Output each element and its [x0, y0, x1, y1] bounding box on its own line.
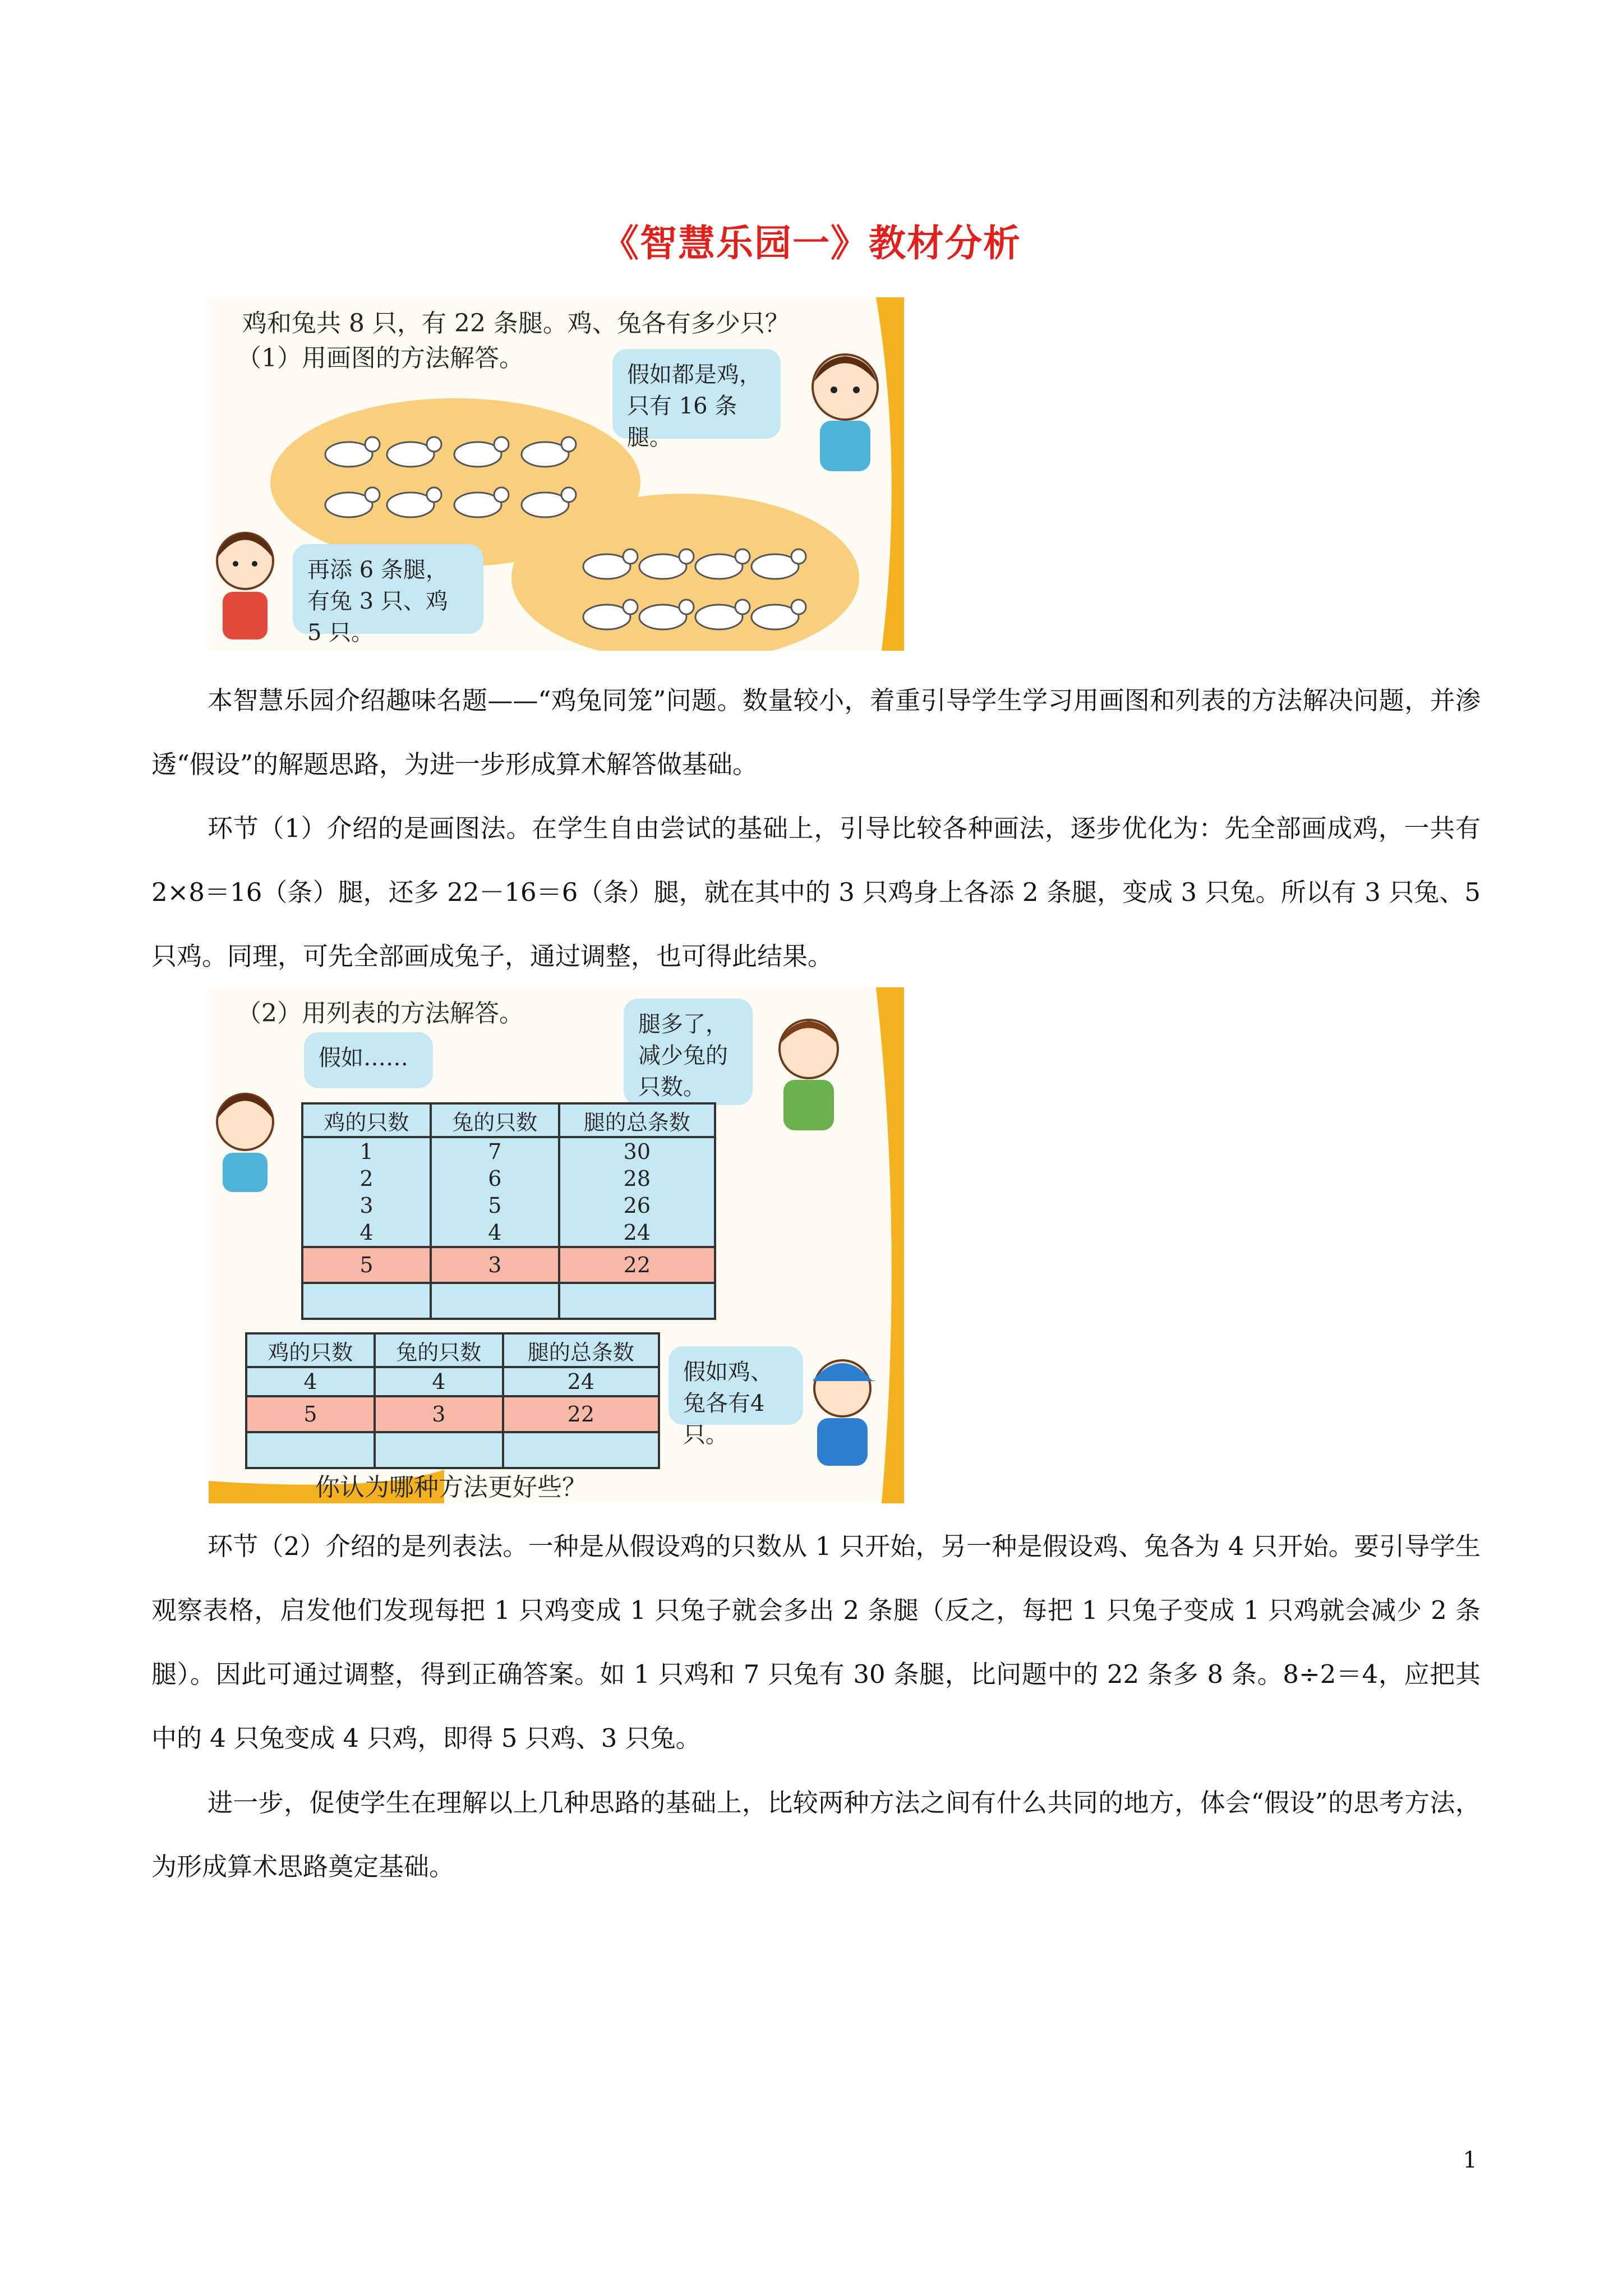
- table-cell: 3: [431, 1247, 559, 1283]
- boy-character-icon: [769, 1010, 848, 1133]
- speech-bubble-girl: 假如……: [304, 1032, 433, 1088]
- table-cell: 2: [302, 1165, 431, 1192]
- table-from-one-chicken: [301, 1102, 716, 1320]
- table-cell: 28: [559, 1165, 715, 1192]
- table-row-answer: [246, 1396, 659, 1432]
- table-row-blank: [302, 1283, 715, 1319]
- paragraph-drawing-method: 环节（1）介绍的是画图法。在学生自由尝试的基础上，引导比较各种画法，逐步优化为：先全部画成鸡，一共有 2×8＝16（条）腿，还多 22－16＝6（条）腿，就在其中的 3 只鸡身上各添 2 条腿，变成 3 只兔。所以有 3 只兔、5 只鸡。同理，可先全部画成兔子，通过调整，也可得此结果。: [151, 813, 1481, 971]
- table-cell: 7: [431, 1137, 559, 1165]
- part-2-heading: （2）用列表的方法解答。: [237, 999, 524, 1028]
- table-cell: 24: [503, 1367, 659, 1396]
- speech-bubble-left: 再添 6 条腿，有兔 3 只、鸡 5 只。: [293, 544, 483, 634]
- table1-header-chickens: 鸡的只数: [302, 1103, 431, 1137]
- table-cell: 4: [375, 1367, 503, 1396]
- table-cell: 4: [431, 1219, 559, 1247]
- table-row: [302, 1219, 715, 1247]
- table-cell: 5: [431, 1192, 559, 1219]
- speech-bubble-right: 假如都是鸡，只有 16 条腿。: [612, 349, 781, 439]
- table-row-blank: [246, 1432, 659, 1468]
- table-cell: 4: [302, 1219, 431, 1247]
- table-cell: 24: [559, 1219, 715, 1247]
- girl-character-icon-2: [209, 1083, 282, 1195]
- table1-header-rabbits: 兔的只数: [431, 1103, 559, 1137]
- figure-drawing-method: [209, 297, 904, 651]
- table-cell: 4: [246, 1367, 375, 1396]
- paragraph-conclusion: 进一步，促使学生在理解以上几种思路的基础上，比较两种方法之间有什么共同的地方，体会“假设”的思考方法，为形成算术思路奠定基础。: [151, 1788, 1481, 1881]
- table-cell: 30: [559, 1137, 715, 1165]
- table-cell: 5: [302, 1247, 431, 1283]
- table2-header-chickens: 鸡的只数: [246, 1333, 375, 1367]
- table-row: [246, 1367, 659, 1396]
- speech-bubble-boy-2: 假如鸡、兔各有4只。: [668, 1346, 803, 1425]
- speech-bubble-boy: 腿多了，减少兔的只数。: [624, 999, 753, 1105]
- table-cell: 26: [559, 1192, 715, 1219]
- table-cell: 22: [559, 1247, 715, 1283]
- table2-header-legs: 腿的总条数: [503, 1333, 659, 1367]
- table-cell: 22: [503, 1396, 659, 1432]
- table-row: [302, 1165, 715, 1192]
- table1-header-legs: 腿的总条数: [559, 1103, 715, 1137]
- problem-statement: 鸡和兔共 8 只，有 22 条腿。鸡、兔各有多少只？: [242, 309, 790, 338]
- girl-character-left-icon: [209, 522, 282, 645]
- table-row: [302, 1137, 715, 1165]
- page-number: 1: [1463, 2147, 1477, 2173]
- table-cell: 3: [375, 1396, 503, 1432]
- closing-question: 你认为哪种方法更好些？: [315, 1473, 587, 1502]
- part-1-heading: （1）用画图的方法解答。: [237, 344, 524, 372]
- paragraph-intro: 本智慧乐园介绍趣味名题——“鸡兔同笼”问题。数量较小，着重引导学生学习用画图和列表的方法解决问题，并渗透“假设”的解题思路，为进一步形成算术解答做基础。: [151, 685, 1481, 779]
- table-cell: 6: [431, 1165, 559, 1192]
- table-cell: 3: [302, 1192, 431, 1219]
- table-cell: 5: [246, 1396, 375, 1432]
- paragraph-table-method: 环节（2）介绍的是列表法。一种是从假设鸡的只数从 1 只开始，另一种是假设鸡、兔各为 4 只开始。要引导学生观察表格，启发他们发现每把 1 只鸡变成 1 只兔子就会多出 2 条腿（反之，每把 1 只兔子变成 1 只鸡就会减少 2 条腿）。因此可通过调整，得到正确答案。如 1 只鸡和 7 只兔有 30 条腿，比问题中的 22 条多 8 条。8÷2＝4，应把其中的 4 只兔变成 4 只鸡，即得 5 只鸡、3 只兔。: [151, 1531, 1481, 1753]
- table2-header-rabbits: 兔的只数: [375, 1333, 503, 1367]
- table-cell: 1: [302, 1137, 431, 1165]
- figure-table-method: [209, 987, 904, 1503]
- table-row-answer: [302, 1247, 715, 1283]
- document-title: 《智慧乐园一》教材分析: [602, 222, 1021, 265]
- girl-character-icon: [797, 342, 893, 482]
- boy-cap-character-icon: [803, 1346, 882, 1470]
- table-row: [302, 1192, 715, 1219]
- table-from-four-each: [245, 1332, 660, 1469]
